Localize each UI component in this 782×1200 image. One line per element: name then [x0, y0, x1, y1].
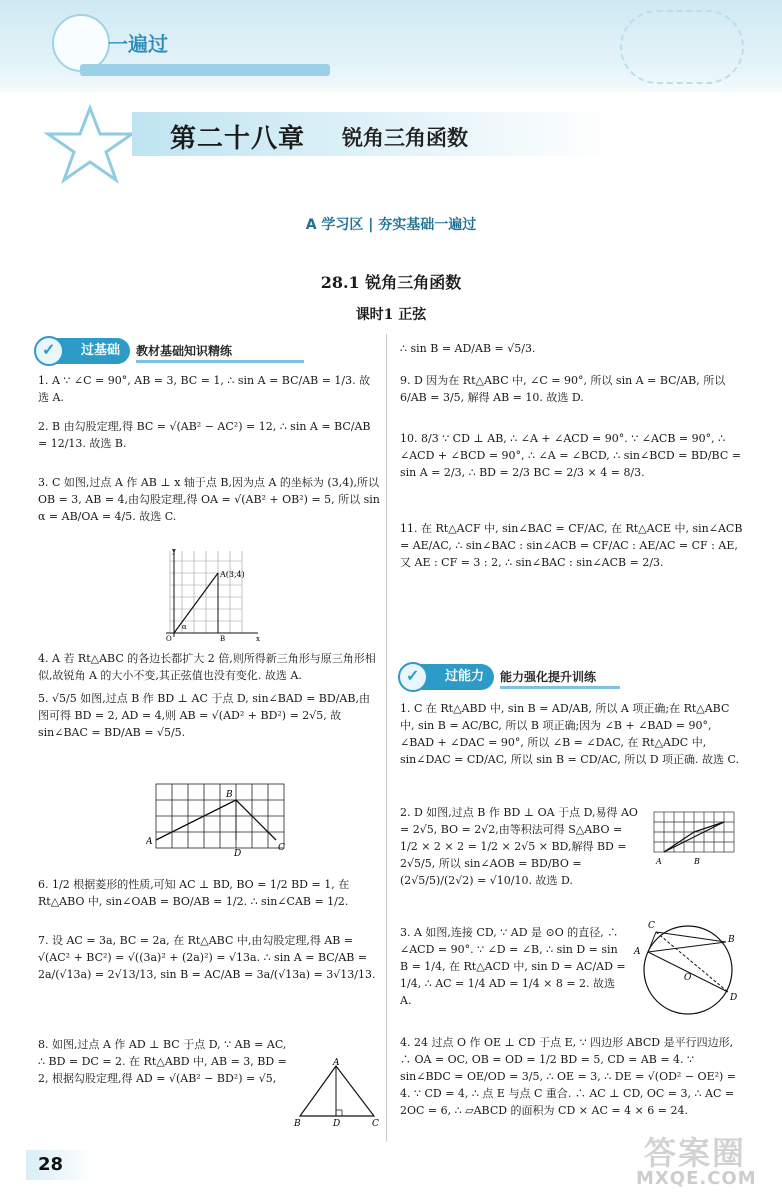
answer-item: 2. D 如图,过点 B 作 BD ⊥ OA 于点 D,易得 AO = 2√5, BO = 2√2,由等积法可得 S△ABO = 1/2 × 2 × 2 = 1/2 × 2√5 × BD,解得 BD = 2√5/5, 所以 sin∠AOB = BD/BO = (2√5/5)/(2√2) = √10/10. 故选 D.: [400, 806, 638, 887]
figure-isosceles-triangle: [292, 1058, 382, 1130]
answer-item: 6. 1/2 根据菱形的性质,可知 AC ⊥ BD, BO = 1/2 BD = 1, 在 Rt△ABO 中, sin∠OAB = BO/AB = 1/2. ∴ sin∠CAB = 1/2.: [38, 878, 350, 908]
star-icon: [40, 104, 140, 184]
fig-label: O: [166, 635, 172, 643]
zone-title: A 学习区 | 夯实基础一遍过: [305, 217, 477, 233]
fig-label: D: [333, 1119, 341, 1129]
fig-label: C: [648, 921, 655, 931]
check-icon: [398, 662, 428, 692]
fig-label: A: [333, 1058, 340, 1068]
fig-label: A: [634, 947, 641, 957]
brand-bar: [80, 64, 330, 76]
header-band: [0, 0, 782, 92]
fig-label: B: [728, 935, 735, 945]
answer-item: 8. 如图,过点 A 作 AD ⊥ BC 于点 D, ∵ AB = AC, ∴ BD = DC = 2. 在 Rt△ABD 中, AB = 3, BD = 2, 根据勾股定理,得 AD = √(AB² − BD²) = √5,: [38, 1038, 287, 1085]
cloud-decoration-icon: [620, 10, 744, 84]
fig-label: A: [146, 837, 153, 847]
fig-label: α: [182, 623, 187, 631]
answer-item: 10. 8/3 ∵ CD ⊥ AB, ∴ ∠A + ∠ACD = 90°. ∵ ∠ACB = 90°, ∴ ∠ACD + ∠BCD = 90°, ∴ ∠A = ∠BCD, ∴ sin∠BCD = BD/BC = sin A = 2/3, ∴ BD = 2/3 BC = 2/3 × 4 = 8/3.: [400, 432, 741, 479]
answer-item: 4. 24 过点 O 作 OE ⊥ CD 于点 E, ∵ 四边形 ABCD 是平行四边形, ∴ OA = OC, OB = OD = 1/2 BD = 5, CD = AB = 4. ∵ sin∠BDC = OE/OD = 3/5, ∴ OE = 3, ∴ DE = √(OD² − OE²) = 4. ∵ CD = 4, ∴ 点 E 与点 C 重合. ∴ AC ⊥ CD, OC = 3, ∴ AC = 2OC = 6, ∴ ▱ABCD 的面积为 CD × AC = 4 × 6 = 24.: [400, 1036, 737, 1117]
column-divider: [386, 334, 387, 1142]
answer-item: 7. 设 AC = 3a, BC = 2a, 在 Rt△ABC 中,由勾股定理,得 AB = √(AC² + BC²) = √((3a)² + (2a)²) = √13a. ∴ sin A = BC/AB = 2a/(√13a) = 2√13/13, sin B = AC/AB = 3a/(√13a) = 3√13/13.: [38, 934, 376, 981]
fig-label: O: [684, 973, 692, 983]
fig-label: D: [234, 849, 242, 858]
ability-tag-label: 过能力: [402, 664, 494, 690]
answer-item: 1. C 在 Rt△ABD 中, sin B = AD/AB, 所以 A 项正确;在 Rt△ABC 中, sin B = AC/BC, 所以 B 项正确;因为 ∠B + ∠BAD = 90°, ∠BAD + ∠DAC = 90°, 所以 ∠B = ∠DAC, 在 Rt△ADC 中, sin∠DAC = CD/AC, 所以 sin B = CD/AC, 所以 D 项正确. 故选 C.: [400, 702, 740, 766]
fig-label: y: [172, 547, 176, 555]
check-icon: [34, 336, 64, 366]
chapter-banner: [40, 104, 500, 168]
lesson-title: 课时1 正弦: [355, 307, 427, 323]
divider: [500, 686, 620, 689]
fig-label: B: [226, 790, 233, 800]
answer-item: 3. C 如图,过点 A 作 AB ⊥ x 轴于点 B,因为点 A 的坐标为 (3,4),所以 OB = 3, AB = 4,由勾股定理,得 OA = √(AB² + OB²) = 5, 所以 sin α = AB/OA = 4/5. 故选 C.: [38, 476, 380, 523]
answer-item: 2. B 由勾股定理,得 BC = √(AB² − AC²) = 12, ∴ sin A = BC/AB = 12/13. 故选 B.: [38, 420, 371, 450]
fig-label: C: [372, 1119, 379, 1129]
answer-item: 3. A 如图,连接 CD, ∵ AD 是 ⊙O 的直径, ∴ ∠ACD = 90°. ∵ ∠D = ∠B, ∴ sin D = sin B = 1/4, 在 Rt△ACD 中, sin D = AC/AD = 1/4, ∴ AC = 1/4 AD = 1/4 × 8 = 2. 故选 A.: [400, 926, 626, 1007]
watermark: [630, 1128, 770, 1194]
figure-circle: [630, 918, 746, 1022]
figure-grid-aob: [650, 808, 740, 868]
basic-tag-subtitle: 教材基础知识精练: [136, 344, 233, 358]
section-title: 28.1 锐角三角函数: [320, 273, 462, 292]
answer-item: 5. √5/5 如图,过点 B 作 BD ⊥ AC 于点 D, sin∠BAD = BD/AB,由图可得 BD = 2, AD = 4,则 AB = √(AD² + BD²) = 2√5, 故 sin∠BAC = BD/AB = √5/5.: [38, 692, 370, 739]
figure-grid-triangle: [146, 782, 294, 858]
fig-label: B: [694, 857, 700, 866]
page-number: [26, 1150, 92, 1180]
basic-tag-label: 过基础: [38, 338, 130, 364]
answer-item: 11. 在 Rt△ACF 中, sin∠BAC = CF/AC, 在 Rt△ACE 中, sin∠ACB = AE/AC, ∴ sin∠BAC : sin∠ACB = CF/AC : AE/AC = CF : AE, 又 AE : CF = 3 : 2, ∴ sin∠BAC : sin∠ACB = 2/3.: [400, 522, 743, 569]
fig-label: x: [256, 635, 260, 643]
chapter-name: 锐角三角函数: [342, 126, 468, 150]
fig-label: A(3,4): [220, 570, 245, 579]
chapter-title: [132, 112, 612, 156]
fig-label: B: [294, 1119, 301, 1129]
fig-label: B: [220, 635, 226, 643]
answer-item: 9. D 因为在 Rt△ABC 中, ∠C = 90°, 所以 sin A = BC/AB, 所以 6/AB = 3/5, 解得 AB = 10. 故选 D.: [400, 374, 726, 404]
answer-item: 1. A ∵ ∠C = 90°, AB = 3, BC = 1, ∴ sin A = BC/AB = 1/3. 故选 A.: [38, 374, 371, 404]
fig-label: A: [656, 857, 662, 866]
brand-logo: 一遍过: [108, 32, 168, 56]
watermark-text: 答案圈: [644, 1134, 747, 1172]
fig-label: C: [278, 843, 285, 853]
fig-label: D: [730, 993, 738, 1003]
chapter-number: 第二十八章: [170, 124, 306, 154]
ability-tag-subtitle: 能力强化提升训练: [500, 670, 597, 684]
answer-item: ∴ sin B = AD/AB = √5/3.: [400, 342, 536, 355]
divider: [136, 360, 304, 363]
figure-coordinate-grid: [160, 545, 264, 643]
watermark-url: MXQE.COM: [636, 1168, 757, 1189]
answer-item: 4. A 若 Rt△ABC 的各边长都扩大 2 倍,则所得新三角形与原三角形相似,故锐角 A 的大小不变,其正弦值也没有变化. 故选 A.: [38, 652, 376, 682]
page-number-text: 28: [38, 1154, 64, 1175]
